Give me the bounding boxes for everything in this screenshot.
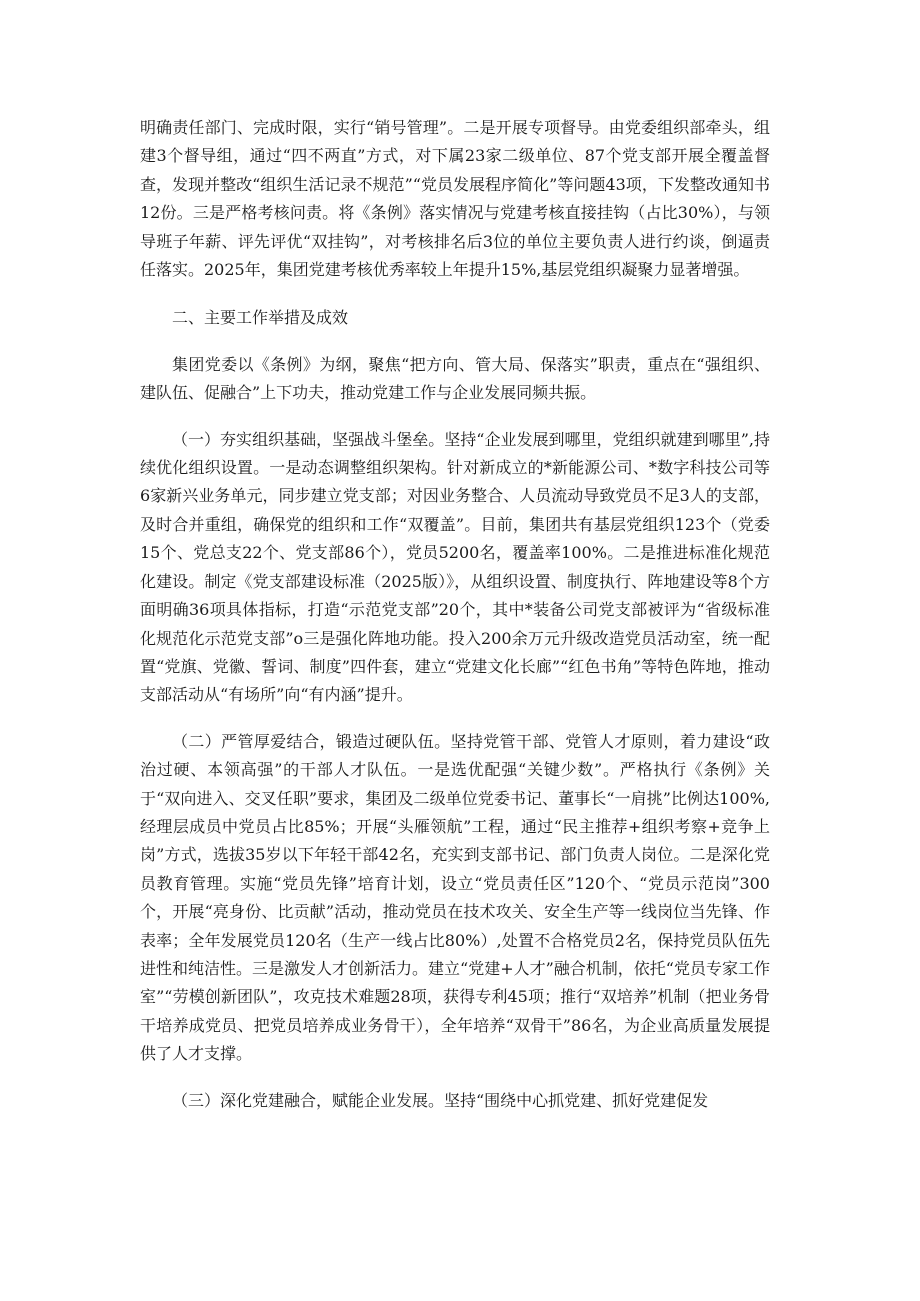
section-heading-main-measures: 二、主要工作举措及成效 [172, 308, 349, 328]
body-paragraph-organization: （一）夯实组织基础，坚强战斗堡垒。坚持“企业发展到哪里，党组织就建到哪里”,持续优化组织设置。一是动态调整组织架构。针对新成立的*新能源公司、*数字科技公司等6家新兴业务单元，同步建立党支部；对因业务整合、人员流动导致党员不足3人的支部，及时合并重组，确保党的组织和工作“双覆盖”。目前，集团共有基层党组织123个（党委15个、党总支22个、党支部86个），党员5200名，覆盖率100%。二是推进标准化规范化建设。制定《党支部建设标准（2025版）》，从组织设置、制度执行、阵地建设等8个方面明确36项具体指标，打造“示范党支部”20个，其中*装备公司党支部被评为“省级标准化规范化示范党支部”o三是强化阵地功能。投入200余万元升级改造党员活动室，统一配置“党旗、党徽、誓词、制度”四件套，建立“党建文化长廊”“红色书角”等特色阵地，推动支部活动从“有场所”向“有内涵”提升。 [140, 429, 770, 705]
body-paragraph-intro: 集团党委以《条例》为纲，聚焦“把方向、管大局、保落实”职责，重点在“强组织、建队伍、促融合”上下功夫，推动党建工作与企业发展同频共振。 [140, 354, 770, 403]
body-paragraph-integration: （三）深化党建融合，赋能企业发展。坚持“围绕中心抓党建、抓好党建促发 [172, 1090, 709, 1110]
body-paragraph-continuation: 明确责任部门、完成时限，实行“销号管理”。二是开展专项督导。由党委组织部牵头，组建3个督导组，通过“四不两直”方式，对下属23家二级单位、87个党支部开展全覆盖督查，发现并整改“组织生活记录不规范”“党员发展程序简化”等问题43项，下发整改通知书12份。三是严格考核问责。将《条例》落实情况与党建考核直接挂钩（占比30%），与领导班子年薪、评先评优“双挂钩”，对考核排名后3位的单位主要负责人进行约谈，倒逼责任落实。2025年，集团党建考核优秀率较上年提升15%,基层党组织凝聚力显著增强。 [140, 118, 770, 280]
body-paragraph-talent: （二）严管厚爱结合，锻造过硬队伍。坚持党管干部、党管人才原则，着力建设“政治过硬、本领高强”的干部人才队伍。一是选优配强“关键少数”。严格执行《条例》关于“双向进入、交叉任职”要求，集团及二级单位党委书记、董事长“一肩挑”比例达100%,经理层成员中党员占比85%；开展“头雁领航”工程，通过“民主推荐+组织考察+竞争上岗”方式，选拔35岁以下年轻干部42名，充实到支部书记、部门负责人岗位。二是深化党员教育管理。实施“党员先锋”培育计划，设立“党员责任区”120个、“党员示范岗”300个，开展“亮身份、比贡献”活动，推动党员在技术攻关、安全生产等一线岗位当先锋、作表率；全年发展党员120名（生产一线占比80%）,处置不合格党员2名，保持党员队伍先进性和纯洁性。三是激发人才创新活力。建立“党建+人才”融合机制，依托“党员专家工作室”“劳模创新团队”，攻克技术难题28项，获得专利45项；推行“双培养”机制（把业务骨干培养成党员、把党员培养成业务骨干），全年培养“双骨干”86名，为企业高质量发展提供了人才支撑。 [140, 731, 770, 1064]
